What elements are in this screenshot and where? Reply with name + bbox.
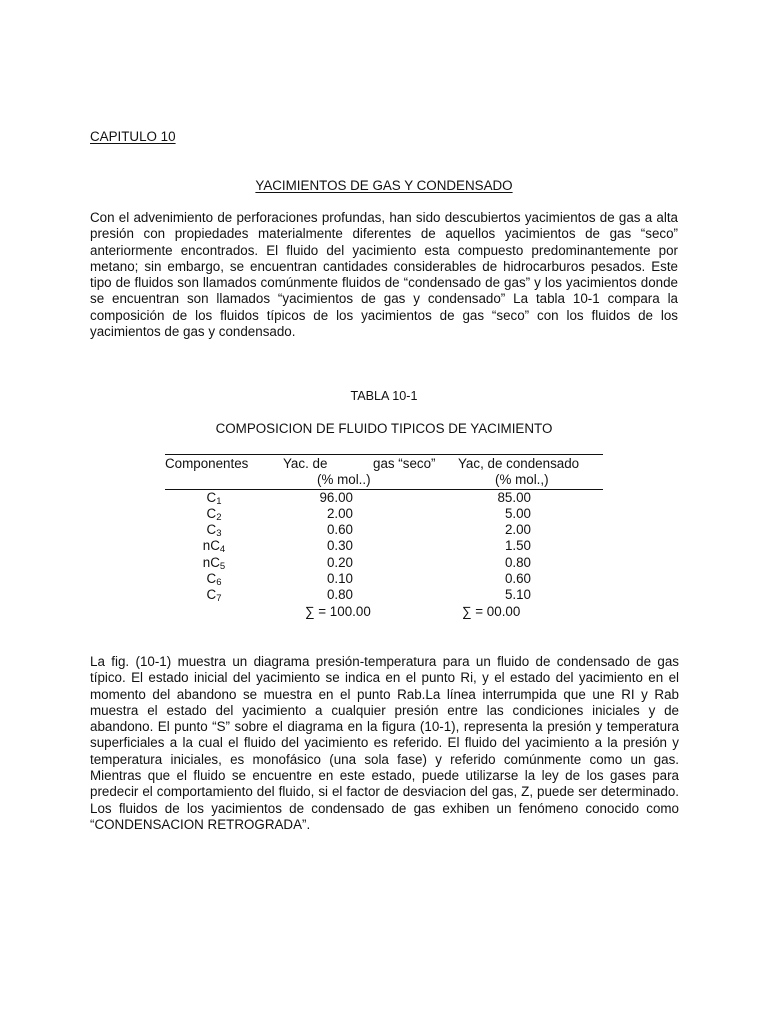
dry-gas-cell: 96.00 [319, 489, 353, 505]
condensate-cell: 85.00 [497, 489, 531, 505]
dry-gas-cell: 0.60 [326, 522, 353, 538]
header-components: Componentes [165, 456, 249, 471]
dry-gas-cell: 0.20 [326, 554, 353, 570]
condensate-cell: 0.60 [504, 571, 531, 587]
table-row [165, 522, 603, 538]
component-prefix: C [206, 571, 217, 587]
component-prefix: C [206, 489, 217, 505]
component-cell [165, 587, 263, 603]
table-units-row [165, 472, 603, 488]
component-prefix: nC [202, 538, 220, 554]
table-row [165, 571, 603, 587]
sum-condensate: ∑ = 00.00 [462, 603, 521, 619]
dry-gas-cell: 0.80 [326, 587, 353, 603]
header-dry-gas-a: Yac. de [283, 456, 328, 471]
dry-gas-cell: 0.10 [326, 571, 353, 587]
component-cell [165, 555, 263, 571]
component-prefix: C [206, 505, 217, 521]
component-subscript: 3 [216, 528, 222, 540]
component-cell [165, 522, 263, 538]
composition-table [165, 454, 603, 620]
table-top-rule [165, 454, 603, 455]
header-condensate: Yac, de condensado [458, 456, 580, 471]
component-subscript: 5 [219, 560, 226, 572]
component-subscript: 2 [216, 511, 222, 523]
table-label: TABLA 10-1 [350, 389, 418, 403]
component-cell [165, 490, 263, 506]
component-subscript: 1 [216, 495, 222, 507]
component-cell [165, 538, 263, 554]
sum-dry-gas: ∑ = 100.00 [305, 603, 371, 619]
condensate-cell: 5.00 [504, 505, 531, 521]
table-row [165, 506, 603, 522]
component-cell [165, 506, 263, 522]
condensate-cell: 5.10 [504, 587, 531, 603]
table-row [165, 587, 603, 603]
table-body [165, 490, 603, 604]
condensate-cell: 0.80 [504, 554, 531, 570]
dry-gas-cell: 2.00 [326, 505, 353, 521]
section-title-text: YACIMIENTOS DE GAS Y CONDENSADO [255, 178, 513, 193]
condensate-cell: 2.00 [504, 522, 531, 538]
component-subscript: 6 [216, 577, 222, 589]
component-prefix: C [206, 522, 217, 538]
table-header-row [165, 456, 603, 472]
table-row [165, 490, 603, 506]
intro-paragraph: Con el advenimiento de perforaciones profundas, han sido descubiertos yacimientos de gas a alta presión con propiedades materialmente diferentes de aquellos yacimientos de gas “seco” anteriormente encontrados. El fluido del yacimiento esta compuesto predominantemente por metano; sin embargo, se encuentran cantidades considerables de hidrocarburos pesados. Este tipo de fluidos son llamados comúnmente fluidos de “condensado de gas” y los yacimientos donde se encuentran son llamados “yacimientos de gas y condensado” La tabla 10-1 compara la composición de los fluidos típicos de los yacimientos de gas “seco” con los fluidos de los yacimientos de gas y condensado. [90, 210, 678, 340]
component-cell [165, 571, 263, 587]
component-prefix: C [206, 587, 217, 603]
chapter-heading: CAPITULO 10 [90, 129, 176, 144]
table-row [165, 555, 603, 571]
header-dry-gas-b: gas “seco” [373, 456, 436, 471]
dry-gas-cell: 0.30 [326, 538, 353, 554]
table-title: COMPOSICION DE FLUIDO TIPICOS DE YACIMIENTO [215, 421, 553, 436]
section-title [0, 178, 768, 194]
unit-condensate: (% mol.,) [495, 472, 549, 488]
table-row [165, 538, 603, 554]
body-paragraph: La fig. (10-1) muestra un diagrama presión-temperatura para un fluido de condensado de gas típico. El estado inicial del yacimiento se indica en el punto Ri, y el estado del yacimiento en el momento del abandono se muestra en el punto Rab.La línea interrumpida que une RI y Rab muestra el estado del yacimiento a cualquier presión entre las condiciones iniciales y de abandono. El punto “S” sobre el diagrama en la figura (10-1), representa la presión y temperatura superficiales a la cual el fluido del yacimiento es referido. El fluido del yacimiento a la presión y temperatura iniciales, es monofásico (una sola fase) y referido comúnmente como un gas. Mientras que el fluido se encuentre en este estado, puede utilizarse la ley de los gases para predecir el comportamiento del fluido, si el factor de desviacion del gas, Z, puede ser determinado. Los fluidos de los yacimientos de condensado de gas exhiben un fenómeno conocido como “CONDENSACION RETROGRADA”. [90, 654, 679, 832]
unit-dry-gas: (% mol..) [317, 472, 371, 488]
component-prefix: nC [202, 554, 220, 570]
table-sum-row [165, 604, 603, 620]
component-subscript: 7 [216, 593, 222, 605]
component-subscript: 4 [219, 544, 226, 556]
condensate-cell: 1.50 [504, 538, 531, 554]
